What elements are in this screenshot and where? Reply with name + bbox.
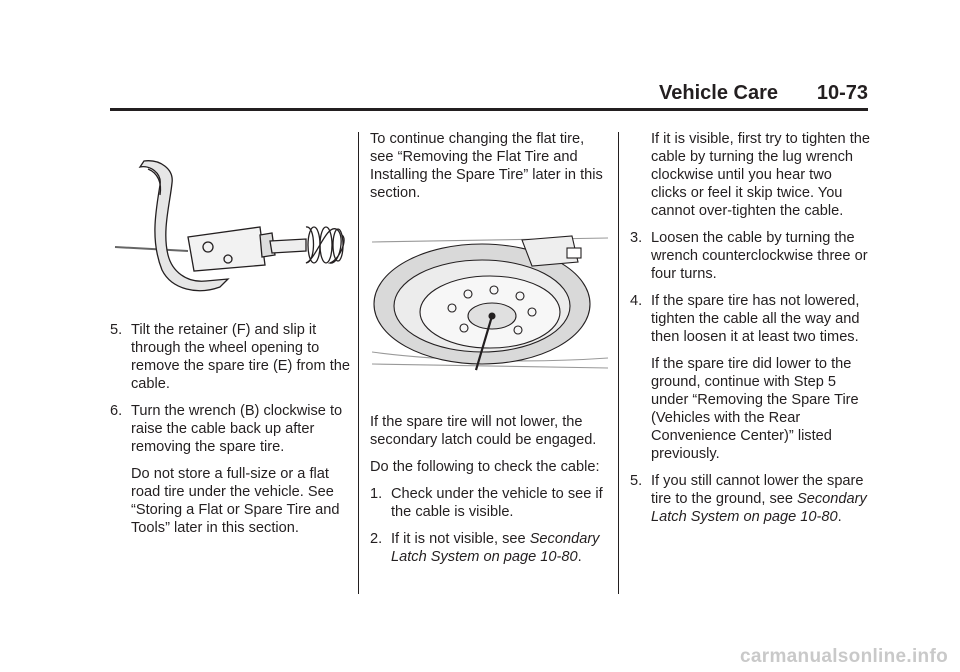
column-3 xyxy=(630,130,870,535)
column-2 xyxy=(370,130,610,211)
cross-reference-link[interactable]: Secondary Latch System on page 10-80 xyxy=(651,491,867,525)
paragraph: Do the following to check the cable: xyxy=(370,459,600,475)
header-rule xyxy=(110,108,868,111)
step-text: If you still cannot lower the spare tire to the ground, see Secondary Latch System on page 10-80. xyxy=(651,473,867,525)
step-text: Turn the wrench (B) clockwise to raise the cable back up after removing the spare tire. xyxy=(131,403,343,455)
list-item xyxy=(630,292,870,463)
step-text: If the spare tire has not lowered, tighten the cable all the way and then loosen it at least two times. xyxy=(651,293,860,345)
column-2-lower xyxy=(370,413,610,575)
step-note: Do not store a full-size or a flat road tire under the vehicle. See “Storing a Flat or Spare Tire and Tools” later in this section. xyxy=(131,466,340,536)
column-1 xyxy=(110,321,350,546)
page-number: 10-73 xyxy=(816,82,868,104)
intro-paragraph: To continue changing the flat tire, see “Removing the Flat Tire and Installing the Spare Tire” later in this section. xyxy=(370,131,603,201)
retainer-cable-illustration xyxy=(110,155,350,305)
cross-reference-link[interactable]: Secondary Latch System on page 10-80 xyxy=(391,531,600,565)
section-title: Vehicle Care xyxy=(659,82,778,104)
step-number: 5. xyxy=(110,322,123,338)
column-divider xyxy=(358,132,359,594)
list-item xyxy=(370,530,610,566)
step-number: 1. xyxy=(370,486,383,502)
column-divider xyxy=(618,132,619,594)
step-text: If it is not visible, see Secondary Latch System on page 10-80. xyxy=(391,531,600,565)
continued-paragraph: If it is visible, first try to tighten the cable by turning the lug wrench clockwise until you hear two clicks or feel it skip twice. You cannot over-tighten the cable. xyxy=(651,131,870,219)
list-item xyxy=(370,485,610,521)
step-number: 2. xyxy=(370,531,383,547)
list-item xyxy=(110,321,350,393)
list-item xyxy=(110,402,350,537)
step-text: Tilt the retainer (F) and slip it through the wheel opening to remove the spare tire (E) from the cable. xyxy=(131,322,350,392)
list-item xyxy=(630,229,870,283)
step-note: If the spare tire did lower to the ground, continue with Step 5 under “Removing the Spare Tire (Vehicles with the Rear Convenience Center)” listed previously. xyxy=(651,356,859,462)
page-header xyxy=(110,80,868,110)
step-number: 4. xyxy=(630,293,643,309)
step-text: Loosen the cable by turning the wrench counterclockwise three or four turns. xyxy=(651,230,868,282)
paragraph: If the spare tire will not lower, the secondary latch could be engaged. xyxy=(370,414,597,448)
step-number: 6. xyxy=(110,403,123,419)
step-number: 5. xyxy=(630,473,643,489)
list-item xyxy=(630,472,870,526)
step-number: 3. xyxy=(630,230,643,246)
spare-tire-illustration xyxy=(372,232,608,378)
step-text: Check under the vehicle to see if the cable is visible. xyxy=(391,486,603,520)
watermark: carmanualsonline.info xyxy=(740,646,948,667)
